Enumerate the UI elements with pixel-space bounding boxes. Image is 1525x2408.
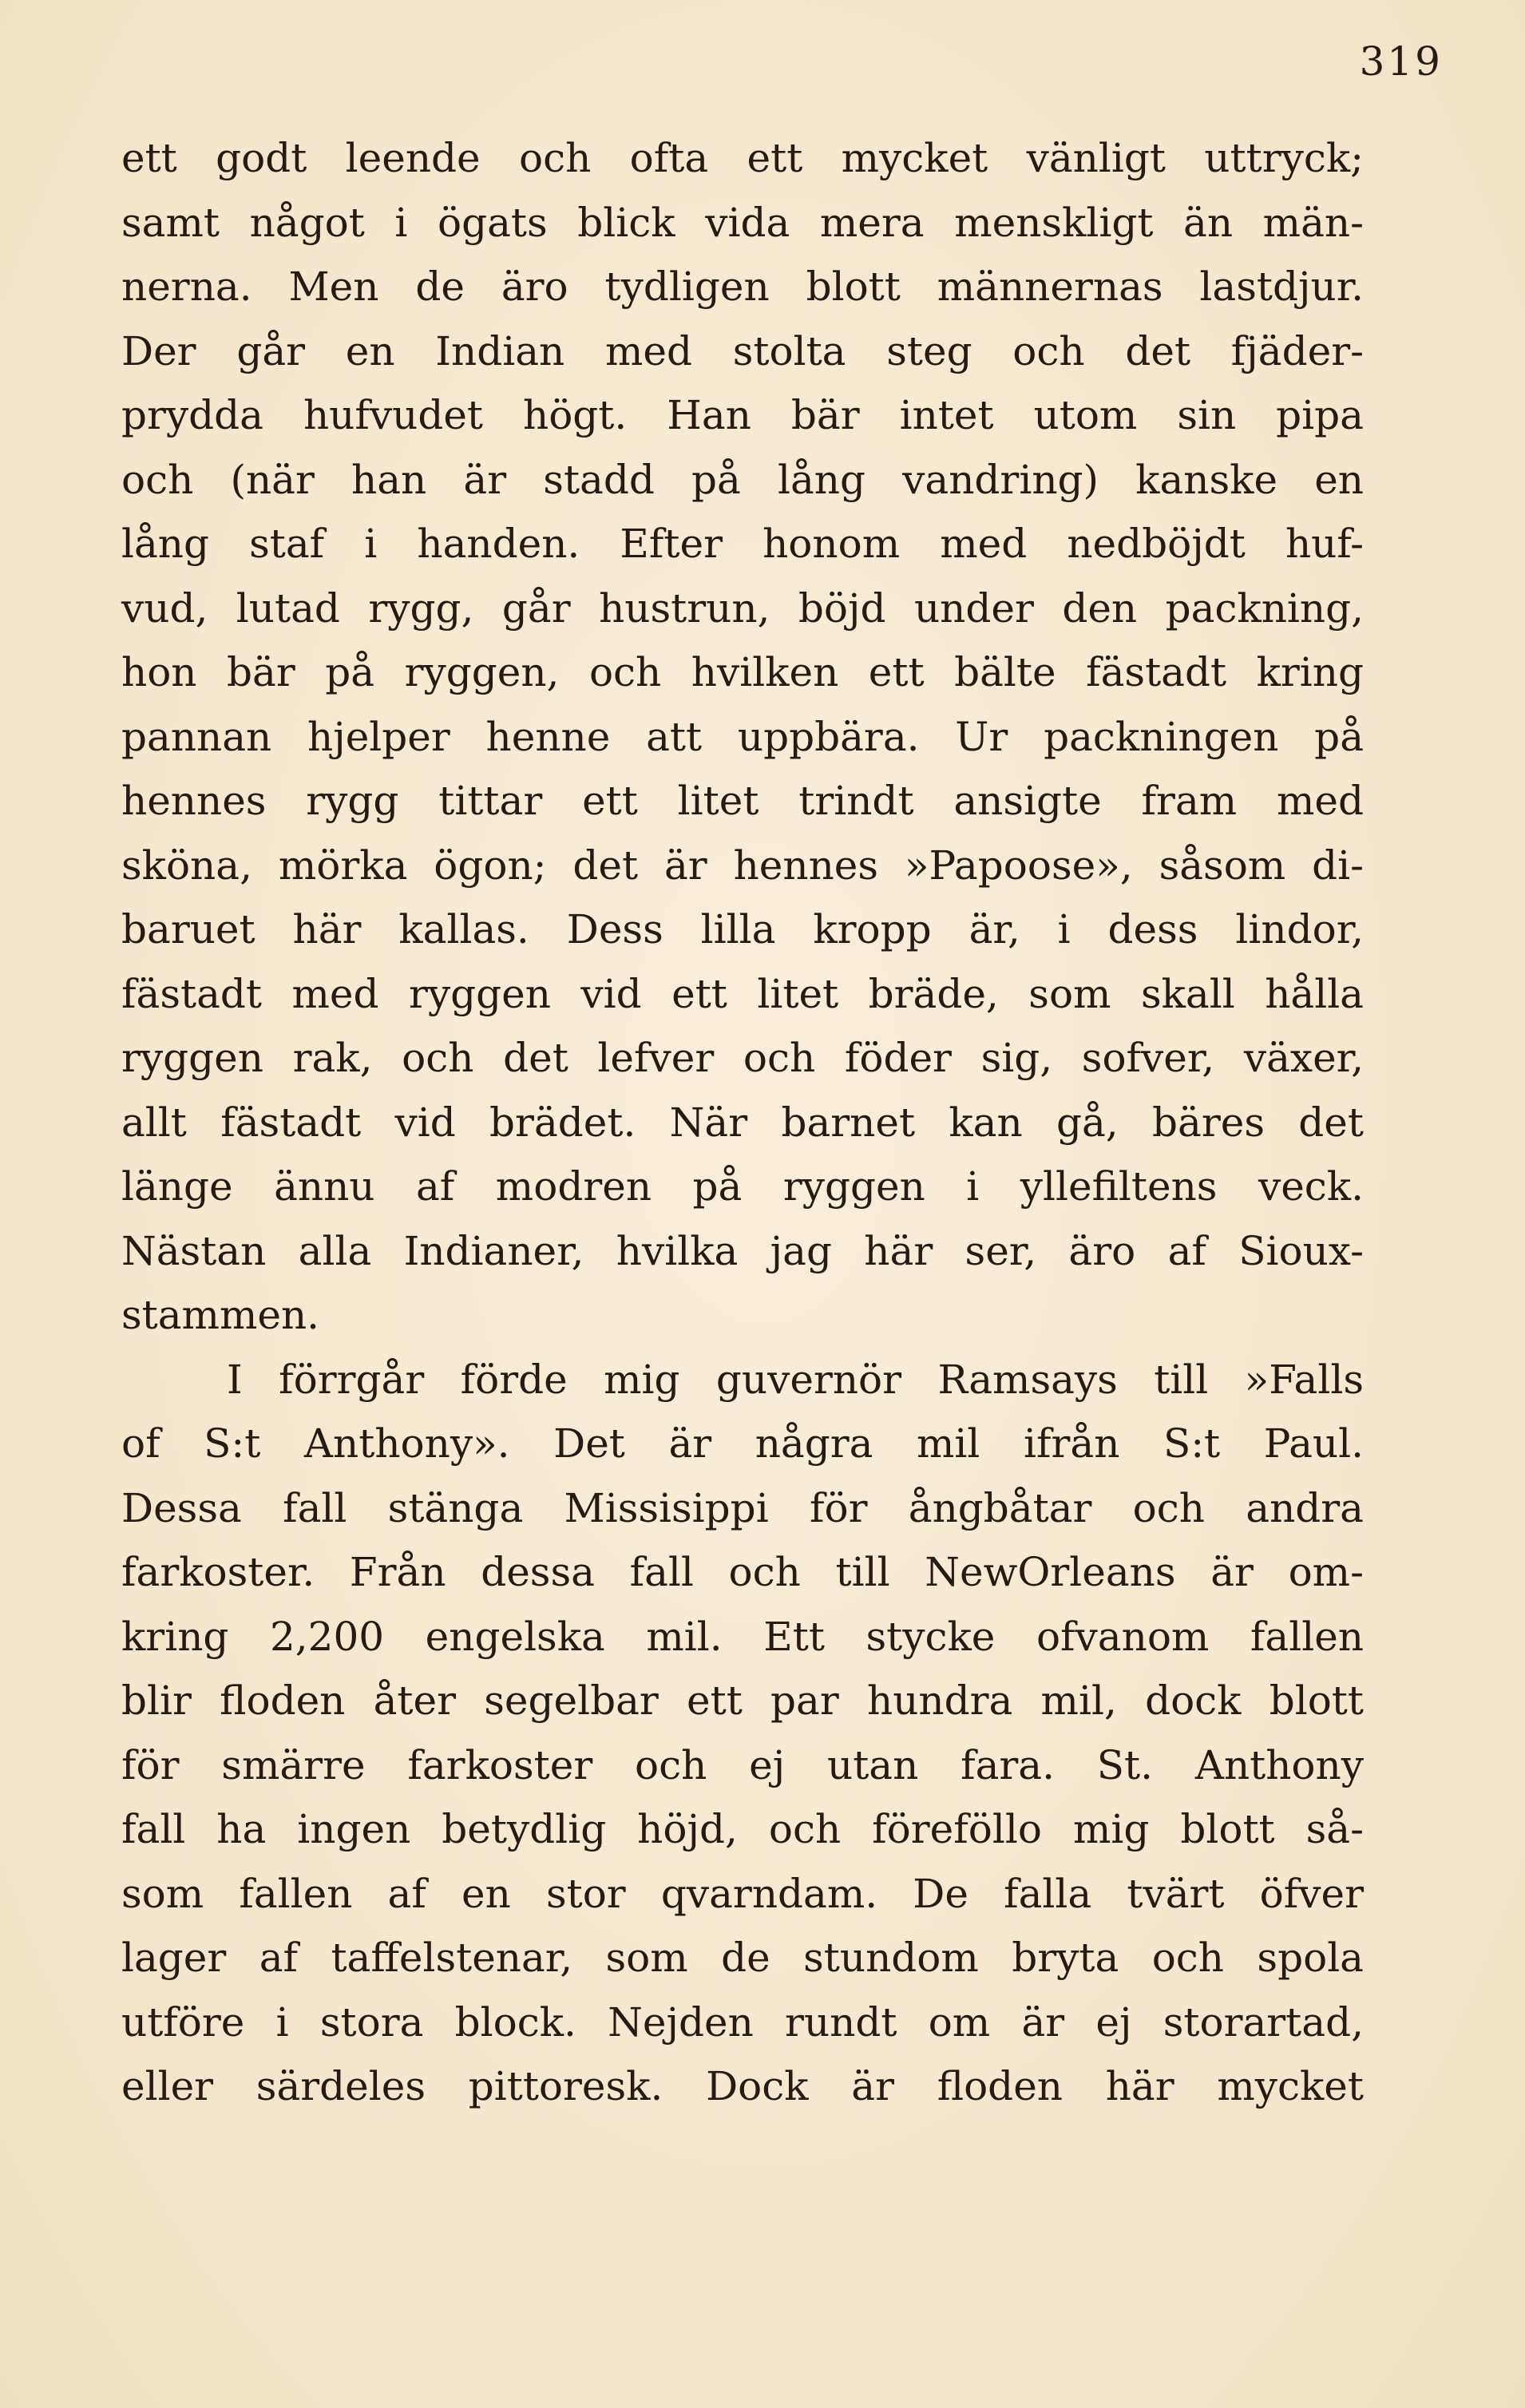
text-line: nerna. Men de äro tydligen blott männernas lastdjur. xyxy=(121,263,1364,310)
text-line: fästadt med ryggen vid ett litet bräde, som skall hålla xyxy=(121,970,1364,1017)
text-line: ett godt leende och ofta ett mycket vänligt uttryck; xyxy=(121,135,1364,181)
text-line: baruet här kallas. Dess lilla kropp är, i dess lindor, xyxy=(121,906,1364,953)
text-line: samt något i ögats blick vida mera menskligt än män- xyxy=(121,199,1364,246)
text-line: vud, lutad rygg, går hustrun, böjd under den packning, xyxy=(121,584,1364,632)
text-line: blir floden åter segelbar ett par hundra mil, dock blott xyxy=(121,1677,1364,1724)
text-line: hon bär på ryggen, och hvilken ett bälte fästadt kring xyxy=(121,649,1364,695)
text-line: och (när han är stadd på lång vandring) kanske en xyxy=(121,456,1364,503)
text-line: allt fästadt vid brädet. När barnet kan gå, bäres det xyxy=(121,1099,1364,1146)
text-line: kring 2,200 engelska mil. Ett stycke ofvanom fallen xyxy=(121,1613,1364,1660)
text-line: stammen. xyxy=(121,1292,320,1338)
text-line: sköna, mörka ögon; det är hennes »Papoose», såsom di- xyxy=(121,842,1364,889)
text-line: hennes rygg tittar ett litet trindt ansigte fram med xyxy=(121,778,1364,824)
text-line: I förrgår förde mig guvernör Ramsays till »Falls xyxy=(227,1356,1364,1403)
text-line: som fallen af en stor qvarndam. De falla tvärt öfver xyxy=(121,1870,1364,1917)
text-line: Der går en Indian med stolta steg och det fjäder- xyxy=(121,327,1364,374)
text-line: länge ännu af modren på ryggen i yllefiltens veck. xyxy=(121,1163,1364,1210)
text-line: fall ha ingen betydlig höjd, och föreföllo mig blott så- xyxy=(121,1806,1364,1852)
text-line: farkoster. Från dessa fall och till NewOrleans är om- xyxy=(121,1549,1364,1595)
text-line: of S:t Anthony». Det är några mil ifrån S:t Paul. xyxy=(121,1420,1364,1467)
text-line: Nästan alla Indianer, hvilka jag här ser, äro af Sioux- xyxy=(121,1227,1364,1274)
text-line: lager af taffelstenar, som de stundom bryta och spola xyxy=(121,1935,1364,1981)
text-line: lång staf i handen. Efter honom med nedböjdt huf- xyxy=(121,521,1364,567)
text-line: Dessa fall stänga Missisippi för ångbåtar och andra xyxy=(121,1484,1364,1531)
body-text xyxy=(121,126,1364,2119)
text-line: utföre i stora block. Nejden rundt om är ej storartad, xyxy=(121,1998,1364,2046)
text-line: ryggen rak, och det lefver och föder sig, sofver, växer, xyxy=(121,1035,1364,1081)
text-line: pannan hjelper henne att uppbära. Ur packningen på xyxy=(121,713,1364,760)
text-line: prydda hufvudet högt. Han bär intet utom sin pipa xyxy=(121,392,1364,438)
text-line: för smärre farkoster och ej utan fara. St. Anthony xyxy=(121,1741,1364,1788)
page-number: 319 xyxy=(1359,38,1443,85)
text-line: eller särdeles pittoresk. Dock är floden här mycket xyxy=(121,2063,1364,2109)
